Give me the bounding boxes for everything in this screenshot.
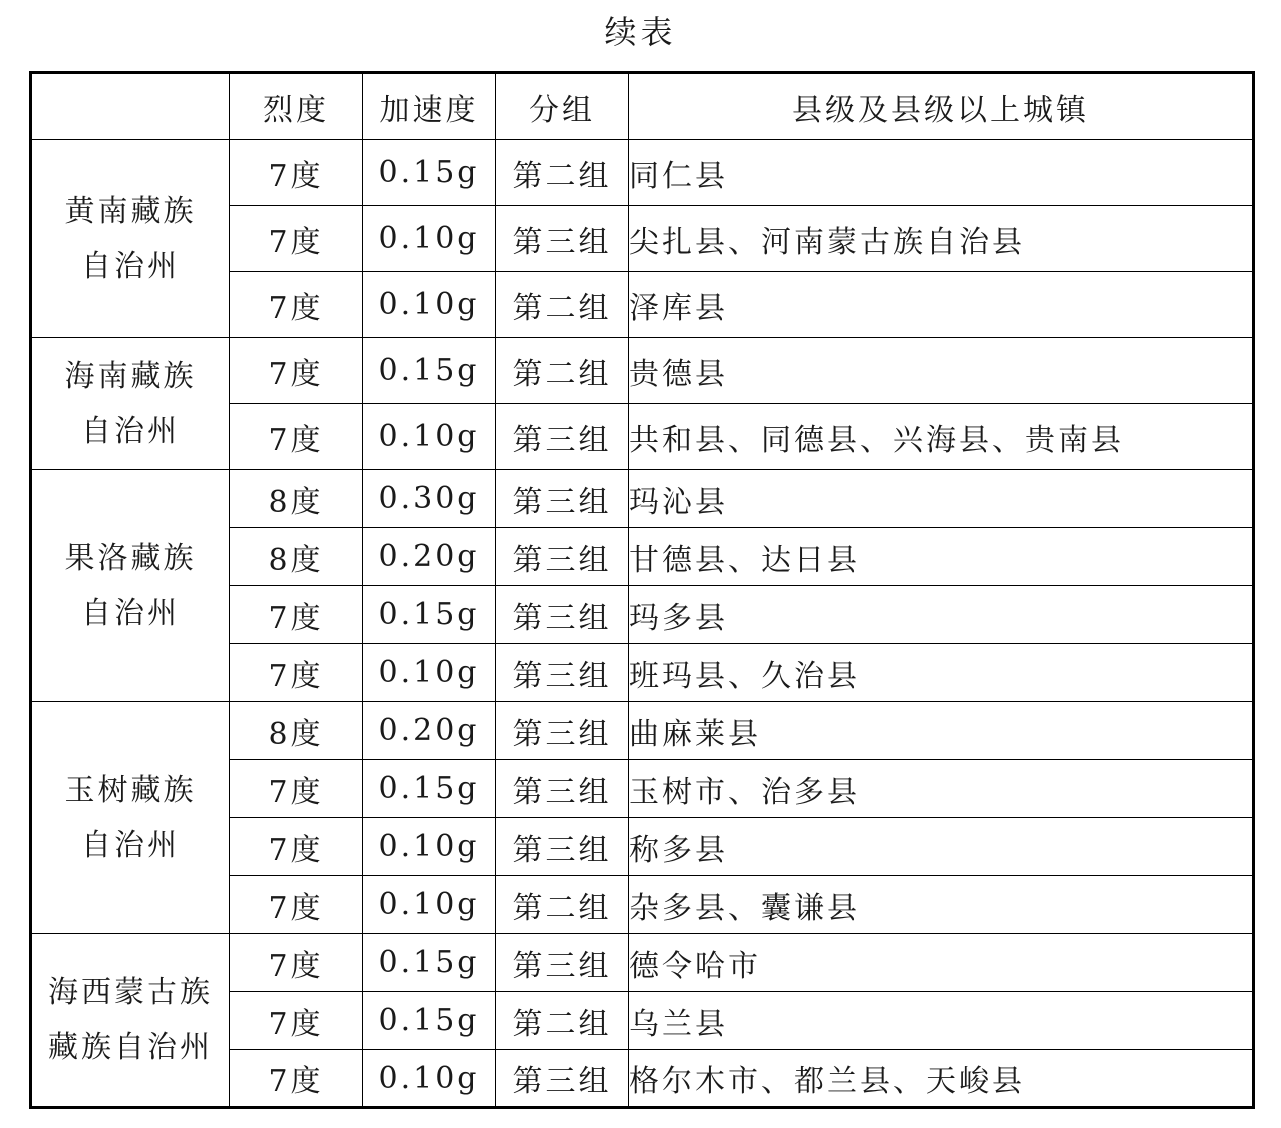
towns-cell: 德令哈市: [629, 934, 1254, 992]
towns-cell: 甘德县、达日县: [629, 528, 1254, 586]
header-towns: 县级及县级以上城镇: [629, 73, 1254, 140]
table-row: [31, 338, 1254, 404]
acceleration-cell: 0.10g: [363, 644, 496, 702]
header-intensity: 烈度: [230, 73, 363, 140]
acceleration-cell: 0.15g: [363, 586, 496, 644]
acceleration-cell: 0.30g: [363, 470, 496, 528]
region-name-line: 自治州: [81, 827, 180, 863]
group-cell: 第三组: [496, 934, 629, 992]
acceleration-cell: 0.20g: [363, 528, 496, 586]
intensity-cell: 7度: [230, 404, 363, 470]
towns-cell: 玛多县: [629, 586, 1254, 644]
towns-cell: 称多县: [629, 818, 1254, 876]
region-name-cell: [31, 470, 230, 702]
header-acceleration: 加速度: [363, 73, 496, 140]
region-name-line: 玉树藏族: [64, 772, 197, 808]
towns-cell: 班玛县、久治县: [629, 644, 1254, 702]
towns-cell: 杂多县、囊谦县: [629, 876, 1254, 934]
intensity-cell: 7度: [230, 760, 363, 818]
towns-cell: 格尔木市、都兰县、天峻县: [629, 1050, 1254, 1108]
acceleration-cell: 0.15g: [363, 992, 496, 1050]
acceleration-cell: 0.20g: [363, 702, 496, 760]
group-cell: 第三组: [496, 586, 629, 644]
region-name-line: 藏族自治州: [48, 1030, 213, 1065]
intensity-cell: 7度: [230, 992, 363, 1050]
intensity-cell: 7度: [230, 1050, 363, 1108]
towns-cell: 曲麻莱县: [629, 702, 1254, 760]
towns-cell: 乌兰县: [629, 992, 1254, 1050]
acceleration-cell: 0.10g: [363, 272, 496, 338]
intensity-cell: 7度: [230, 586, 363, 644]
table-row: [31, 702, 1254, 760]
intensity-cell: 7度: [230, 876, 363, 934]
region-name-line: 自治州: [81, 248, 180, 284]
table-row: [31, 934, 1254, 992]
acceleration-cell: 0.10g: [363, 206, 496, 272]
group-cell: 第二组: [496, 140, 629, 206]
acceleration-cell: 0.15g: [363, 934, 496, 992]
acceleration-cell: 0.10g: [363, 1050, 496, 1108]
region-name-cell: [31, 338, 230, 470]
group-cell: 第三组: [496, 206, 629, 272]
page-title: 续表: [604, 13, 677, 51]
group-cell: 第三组: [496, 702, 629, 760]
region-name-line: 果洛藏族: [64, 540, 197, 576]
region-name-cell: [31, 140, 230, 338]
acceleration-cell: 0.10g: [363, 876, 496, 934]
intensity-cell: 7度: [230, 272, 363, 338]
group-cell: 第三组: [496, 470, 629, 528]
intensity-cell: 8度: [230, 470, 363, 528]
region-name-line: 自治州: [81, 413, 180, 449]
intensity-cell: 7度: [230, 206, 363, 272]
group-cell: 第二组: [496, 272, 629, 338]
group-cell: 第三组: [496, 404, 629, 470]
intensity-cell: 8度: [230, 702, 363, 760]
group-cell: 第二组: [496, 992, 629, 1050]
acceleration-cell: 0.15g: [363, 140, 496, 206]
group-cell: 第三组: [496, 1050, 629, 1108]
group-cell: 第三组: [496, 818, 629, 876]
intensity-cell: 7度: [230, 140, 363, 206]
towns-cell: 玛沁县: [629, 470, 1254, 528]
towns-cell: 泽库县: [629, 272, 1254, 338]
region-name-cell: [31, 934, 230, 1108]
region-name-line: 黄南藏族: [64, 193, 197, 229]
group-cell: 第三组: [496, 644, 629, 702]
acceleration-cell: 0.15g: [363, 760, 496, 818]
towns-cell: 贵德县: [629, 338, 1254, 404]
group-cell: 第二组: [496, 338, 629, 404]
region-name-line: 海南藏族: [64, 358, 197, 394]
towns-cell: 共和县、同德县、兴海县、贵南县: [629, 404, 1254, 470]
group-cell: 第三组: [496, 528, 629, 586]
intensity-cell: 8度: [230, 528, 363, 586]
header-region: [31, 73, 230, 140]
intensity-cell: 7度: [230, 818, 363, 876]
region-name-cell: [31, 702, 230, 934]
towns-cell: 尖扎县、河南蒙古族自治县: [629, 206, 1254, 272]
group-cell: 第二组: [496, 876, 629, 934]
seismic-table: [29, 71, 1255, 1109]
acceleration-cell: 0.10g: [363, 404, 496, 470]
towns-cell: 玉树市、治多县: [629, 760, 1254, 818]
acceleration-cell: 0.15g: [363, 338, 496, 404]
header-row: [31, 73, 1254, 140]
intensity-cell: 7度: [230, 934, 363, 992]
region-name-line: 海西蒙古族: [48, 975, 213, 1010]
table-row: [31, 470, 1254, 528]
header-group: 分组: [496, 73, 629, 140]
table-row: [31, 140, 1254, 206]
group-cell: 第三组: [496, 760, 629, 818]
region-name-line: 自治州: [81, 595, 180, 631]
towns-cell: 同仁县: [629, 140, 1254, 206]
intensity-cell: 7度: [230, 338, 363, 404]
intensity-cell: 7度: [230, 644, 363, 702]
acceleration-cell: 0.10g: [363, 818, 496, 876]
